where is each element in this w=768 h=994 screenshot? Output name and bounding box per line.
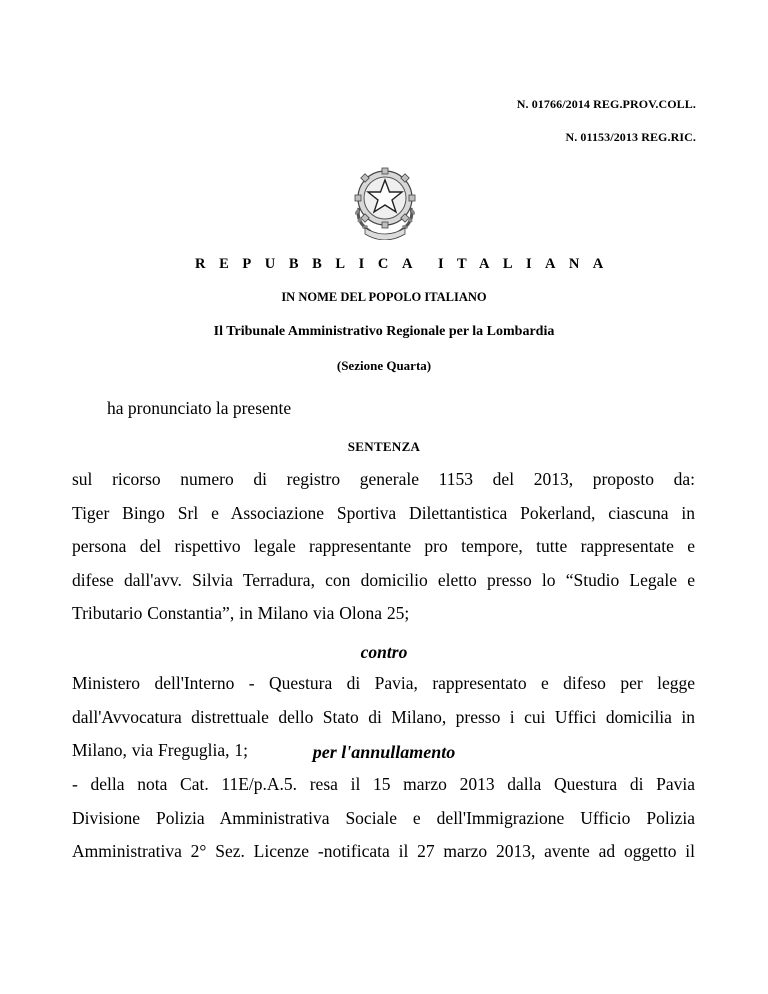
section-name: (Sezione Quarta) — [336, 358, 432, 373]
contro-line: dall'Avvocatura distrettuale dello Stato di Milano, presso i cui Uffici domicilia in — [72, 706, 695, 727]
republic-word: REPUBBLICA — [195, 256, 427, 272]
annullamento-line: - della nota Cat. 11E/p.A.5. resa il 15 marzo 2013 dalla Questura di Pavia — [72, 774, 695, 794]
sentenza-heading: SENTENZA — [347, 439, 421, 454]
ricorso-paragraph — [72, 463, 695, 631]
ricorso-line: Tiger Bingo Srl e Associazione Sportiva Dilettantistica Pokerland, ciascuna in — [72, 502, 695, 523]
in-nome-del-popolo: IN NOME DEL POPOLO ITALIANO — [281, 290, 487, 304]
annullamento-heading: per l'annullamento — [312, 742, 456, 762]
ricorso-line: persona del rispettivo legale rappresentante pro tempore, tutte rappresentate e — [72, 536, 695, 556]
tribunal-name: Il Tribunale Amministrativo Regionale per la Lombardia — [213, 324, 555, 339]
ricorso-line: sul ricorso numero di registro generale 1153 del 2013, proposto da: — [72, 469, 695, 489]
ricorso-line: difese dall'avv. Silvia Terradura, con domicilio eletto presso lo “Studio Legale e — [72, 569, 695, 590]
reference-number-coll: N. 01766/2014 REG.PROV.COLL. — [516, 97, 696, 111]
annullamento-paragraph — [72, 768, 695, 869]
annullamento-line: Amministrativa 2° Sez. Licenze -notificata il 27 marzo 2013, avente ad oggetto il — [72, 841, 695, 861]
intro-text: ha pronunciato la presente — [107, 398, 292, 418]
contro-line: Milano, via Freguglia, 1; — [72, 740, 248, 760]
italiana-word: ITALIANA — [438, 256, 617, 272]
annullamento-line: Divisione Polizia Amministrativa Sociale e dell'Immigrazione Ufficio Polizia — [72, 807, 695, 828]
contro-line: Ministero dell'Interno - Questura di Pavia, rappresentato e difeso per legge — [72, 673, 695, 693]
ricorso-line: Tributario Constantia”, in Milano via Olona 25; — [72, 603, 410, 623]
contro-heading: contro — [360, 642, 408, 662]
italian-republic-emblem-icon — [345, 160, 425, 240]
reference-number-ric: N. 01153/2013 REG.RIC. — [565, 130, 696, 144]
